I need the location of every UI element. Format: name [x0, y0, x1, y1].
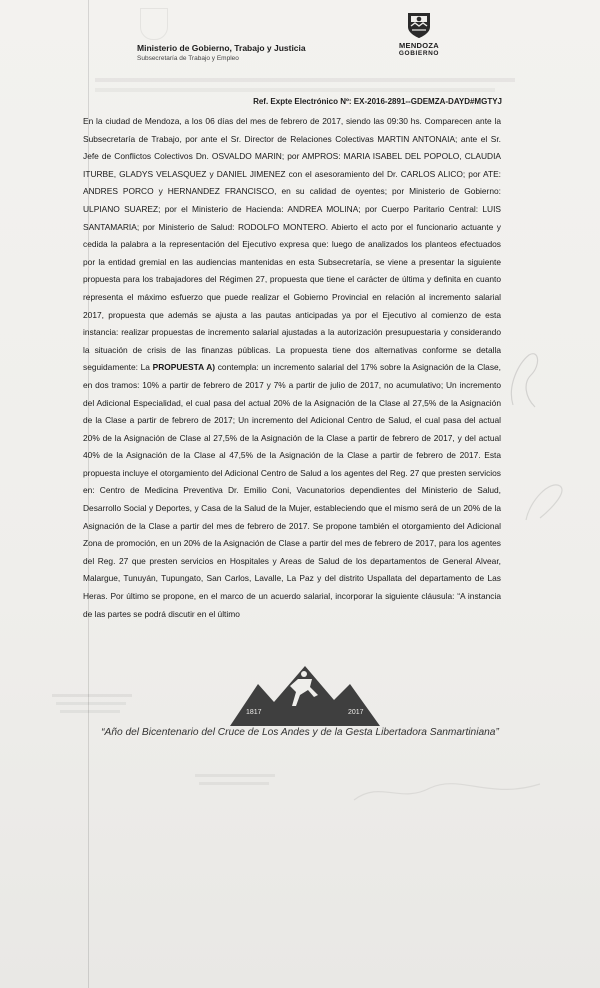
bleed-through-signature: [350, 770, 550, 810]
body-paragraph-part-2: contempla: un incremento salarial del 17% sobre la Asignación de la Clase, en dos tramos: 10% a partir de febrero de 2017 y 7% a partir de julio de 2017, no acumulativo; Un incremento del Adicional Especialidad, el cual pasa del actual 20% de la Asignación de la Clase al 27,5% de la Asignación de la Clase a partir de febrero de 2017; Un incremento del Adicional Centro de Salud, el cual pasa del actual 20% de la Asignación de Clase al 27,5% de la Asignación de la Clase a partir de febrero de 2017, y del actual 40% de la Asignación de la Clase al 47,5% de la Asignación de la Clase a partir de febrero de 2017. Esta propuesta incluye el otorgamiento del Adicional Centro de Salud a los agentes del Reg. 27 que presten servicios en: Centro de Medicina Preventiva Dr. Emilio Coni, Vacunatorios dependientes del Ministerio de Salud, Desarrollo Social y Deportes, y Casa de la Salud de la Mujer, estableciendo que el mismo será de un 20% de la Asignación de la Clase a partir del mes de febrero de 2017. Se propone también el otorgamiento del Adicional Zona de promoción, en un 20% de la Asignación de Clase a partir del mes de febrero de 2017, para los agentes del Reg. 27 que presten servicios en Hospitales y Areas de Salud de los departamentos de General Alvear, Malargue, Tunuyán, Tupungato, San Carlos, Lavalle, La Paz y del distrito Uspallata del departamento de Las Heras. Por último se propone, en el marco de un acuerdo salarial, incorporar la siguiente cláusula: “A instancia de las partes se podrá discutir en el último: [83, 362, 502, 619]
margin-scribble: [505, 345, 545, 415]
propuesta-a-label: PROPUESTA A): [152, 362, 216, 373]
body-text: [83, 113, 501, 623]
bleed-through-crest: [140, 8, 168, 40]
bicentenario-emblem: [230, 662, 380, 726]
logo-name: MENDOZA: [398, 41, 439, 50]
subsecretaria-name: Subsecretaría de Trabajo y Empleo: [137, 55, 239, 62]
bleed-through-line: [95, 88, 495, 92]
margin-scribble: [520, 470, 570, 530]
body-paragraph-part-1: En la ciudad de Mendoza, a los 06 días del mes de febrero de 2017, siendo las 09:30 hs. Comparecen ante la Subsecretaría de Trabajo, por ante el Sr. Director de Relaciones Colectivas MARTIN ANTONAIA; ante el Sr. Jefe de Conflictos Colectivos Dn. OSVALDO MARIN; por AMPROS: MARIA ISABEL DEL POPOLO, CLAUDIA ITURBE, GLADYS VELASQUEZ y DANIEL JIMENEZ con el asesoramiento del Dr. CARLOS ALICO; por ATE: ANDRES PORCO y HERNANDEZ FRANCISCO, en su calidad de oyentes; por Ministerio de Gobierno: ULPIANO SUAREZ; por el Ministerio de Hacienda: ANDREA MOLINA; por Cuerpo Paritario Central: LUIS SANTAMARIA; por Ministerio de Salud: RODOLFO MONTERO. Abierto el acto por el funcionario actuante y cedida la palabra a la representación del Ejecutivo expresa que: luego de analizados los planteos efectuados por la entidad gremial en las audiencias mantenidas en esta Subsecretaría, se viene a presentar la siguiente propuesta para los trabajadores del Régimen 27, propuesta que tiene el carácter de última y definita en cuanto representa el máximo esfuerzo que puede realizar el Gobierno Provincial en relación al incremento salarial 2017, propuesta que además se ajusta a las pautas anticipadas ya por el Ejecutivo al comienzo de esta instancia: realizar propuestas de incremento salarial ajustadas a la autorización presupuestaria y considerando la situación de crisis de las finanzas públicas. La propuesta tiene dos alternativas conforme se detalla seguidamente: La: [83, 116, 501, 373]
bleed-through-line: [95, 78, 515, 82]
expediente-reference: Ref. Expte Electrónico Nº: EX-2016-2891--GDEMZA-DAYD#MGTYJ: [253, 97, 502, 106]
letterhead: [137, 43, 397, 63]
logo-subtitle: GOBIERNO: [398, 50, 440, 57]
emblem-year-left: 1817: [246, 709, 262, 716]
bleed-through-stamp: [95, 770, 295, 810]
mendoza-logo: [393, 10, 445, 58]
ministry-name: Ministerio de Gobierno, Trabajo y Justicia: [137, 43, 306, 53]
emblem-year-right: 2017: [348, 709, 364, 716]
bleed-through-stamp: [50, 690, 140, 720]
bicentenario-motto: “Año del Bicentenario del Cruce de Los Andes y de la Gesta Libertadora Sanmartiniana”: [101, 727, 499, 738]
mendoza-crest-icon: [404, 10, 434, 40]
